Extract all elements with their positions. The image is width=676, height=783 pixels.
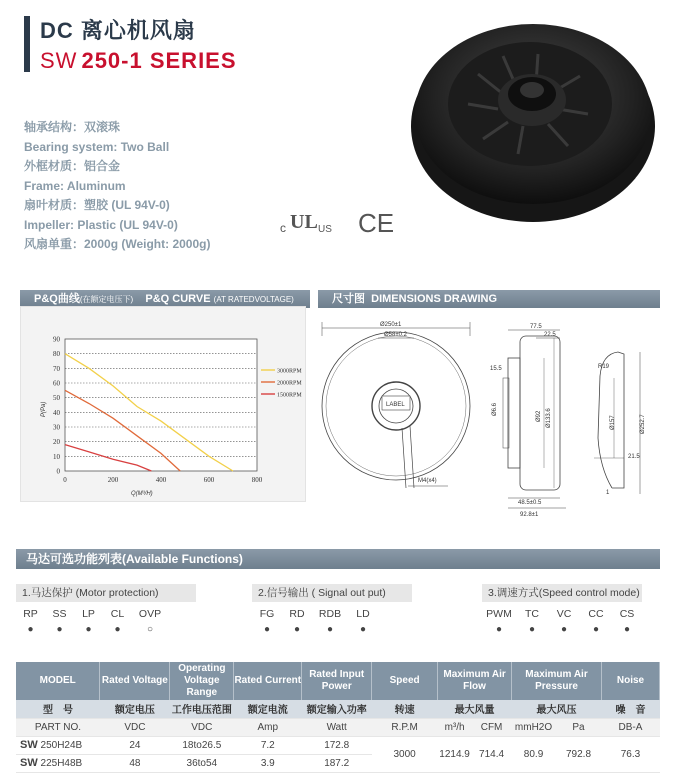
spec-table [16, 662, 660, 773]
x-tick-label: 200 [107, 476, 119, 484]
x-tick-label: 800 [251, 476, 263, 484]
table-header: Rated Input Power [302, 662, 372, 700]
function-item [74, 608, 103, 635]
function-mark: ● [293, 624, 301, 635]
dim-base-width-2: 92.8±1 [520, 512, 539, 518]
spec-list [24, 118, 210, 255]
fan-product-image [408, 14, 658, 224]
spec-line: 风扇单重：2000g (Weight: 2000g) [24, 237, 211, 251]
dim-157: Ø157 [610, 415, 616, 430]
function-item [312, 608, 348, 635]
spec-line: Impeller: Plastic (UL 94V-0) [24, 217, 178, 232]
function-label: LP [82, 608, 95, 620]
model-prefix: SW [20, 757, 38, 769]
spec-line: Frame: Aluminum [24, 178, 126, 193]
function-label: OVP [138, 608, 162, 620]
table-unit: CFM [472, 718, 512, 736]
function-item [132, 608, 168, 635]
function-item [348, 608, 378, 635]
function-mark: ● [114, 624, 121, 635]
function-label: PWM [486, 608, 512, 620]
table-cell: 3.9 [234, 754, 302, 772]
y-axis-label: P(Pa) [41, 401, 47, 417]
function-item [16, 608, 45, 635]
function-item [103, 608, 132, 635]
table-cell: 24 [100, 736, 170, 754]
table-header-cn: 额定电流 [234, 700, 302, 718]
function-label: TC [525, 608, 539, 620]
table-header: Speed [372, 662, 438, 700]
y-tick-label: 80 [53, 350, 60, 359]
x-axis-label: Q(M³/H) [131, 491, 153, 497]
table-header: Rated Current [234, 662, 302, 700]
model-number: 225H48B [40, 758, 83, 769]
function-mark: ● [528, 624, 536, 635]
table-header: Operating Voltage Range [170, 662, 234, 700]
model-prefix: SW [20, 739, 38, 751]
table-unit: Amp [234, 718, 302, 736]
table-unit: Watt [302, 718, 372, 736]
dim-outer-diameter: Ø250±1 [380, 322, 402, 328]
dim-252: Ø252.7 [640, 414, 646, 434]
function-label: RP [23, 608, 38, 620]
spec-line: 外框材质：铝合金 [24, 159, 121, 173]
table-header: MODEL [16, 662, 100, 700]
table-cell: 714.4 [472, 736, 512, 772]
table-cell: 187.2 [302, 754, 372, 772]
dim-1: 1 [606, 490, 610, 496]
function-item [282, 608, 312, 635]
table-unit: VDC [100, 718, 170, 736]
table-header-cn: 最大风量 [438, 700, 512, 718]
table-header-cn: 额定输入功率 [302, 700, 372, 718]
series-title [40, 48, 237, 74]
dimensions-drawing [318, 318, 658, 528]
table-cell: 76.3 [601, 736, 659, 772]
table-row [16, 736, 660, 754]
pq-header-cn-note: (在额定电压下) [79, 295, 134, 304]
function-mark: ● [623, 624, 631, 635]
function-label: RD [289, 608, 305, 620]
legend-label: 1500RPM [277, 392, 302, 399]
spec-line: Bearing system: Two Ball [24, 139, 170, 154]
table-cell: 3000 [372, 736, 438, 772]
function-mark: ● [592, 624, 600, 635]
table-header-cn: 型 号 [16, 700, 100, 718]
function-mark: ● [85, 624, 92, 635]
table-header: Rated Voltage [100, 662, 170, 700]
pq-chart [21, 307, 307, 503]
model-cell [16, 754, 100, 772]
function-mark: ○ [146, 624, 154, 635]
legend-label: 2000RPM [277, 380, 302, 387]
y-tick-label: 60 [53, 379, 60, 388]
title-accent-bar [24, 16, 30, 72]
functions-header: 马达可选功能列表(Available Functions) [16, 549, 660, 569]
dim-bore: Ø6.6 [492, 402, 498, 416]
table-cell: 1214.9 [438, 736, 472, 772]
table-unit: m³/h [438, 718, 472, 736]
function-group-title: 2.信号输出 ( Signal out put) [252, 584, 412, 602]
table-unit: VDC [170, 718, 234, 736]
function-item [516, 608, 548, 635]
y-tick-label: 10 [53, 452, 60, 461]
function-item [548, 608, 580, 635]
table-header-row [16, 662, 660, 700]
ul-us-mark: US [318, 224, 332, 235]
pq-header-en-note: (AT RATEDVOLTAGE) [213, 295, 294, 304]
function-label: VC [556, 608, 572, 620]
y-tick-label: 50 [53, 394, 60, 403]
motor-protection-group [16, 584, 196, 640]
function-label: FG [259, 608, 275, 620]
function-item [612, 608, 642, 635]
dim-header-cn: 尺寸图 [332, 293, 365, 305]
table-unit: PART NO. [16, 718, 100, 736]
table-cell: 172.8 [302, 736, 372, 754]
pq-chart-panel [20, 306, 306, 502]
table-cell: 80.9 [512, 736, 556, 772]
function-label: CS [619, 608, 635, 620]
y-tick-label: 70 [53, 364, 60, 373]
function-group-title: 3.调速方式(Speed control mode) [482, 584, 642, 602]
page-title: DC 离心机风扇 [40, 18, 196, 43]
function-label: CL [110, 608, 125, 620]
ce-mark: CE [358, 208, 395, 238]
speed-control-group [482, 584, 642, 640]
y-tick-label: 90 [53, 335, 60, 344]
table-header-cn: 工作电压范围 [170, 700, 234, 718]
table-unit-row [16, 718, 660, 736]
function-mark: ● [326, 624, 334, 635]
dimensions-header [318, 290, 660, 308]
function-mark: ● [560, 624, 568, 635]
table-header: Maximum Air Flow [438, 662, 512, 700]
table-cell: 792.8 [556, 736, 602, 772]
function-label: LD [356, 608, 370, 620]
table-unit: R.P.M [372, 718, 438, 736]
function-item [252, 608, 282, 635]
dim-hub: Ø133.6 [546, 408, 552, 428]
table-header-cn: 转速 [372, 700, 438, 718]
table-cell: 7.2 [234, 736, 302, 754]
y-tick-label: 0 [56, 467, 60, 476]
table-cell: 18to26.5 [170, 736, 234, 754]
function-item [45, 608, 74, 635]
pq-header-en: P&Q CURVE [145, 293, 211, 305]
y-tick-label: 20 [53, 438, 60, 447]
dim-inner-diameter: Ø58±0.2 [384, 332, 407, 338]
certification-marks [280, 204, 410, 238]
dim-screw: M4(x4) [418, 478, 437, 484]
dim-total-width: 77.5 [530, 324, 542, 330]
y-tick-label: 30 [53, 423, 60, 432]
function-item [482, 608, 516, 635]
function-mark: ● [359, 624, 367, 635]
pq-header-cn: P&Q曲线 [34, 293, 80, 305]
dim-radius: R19 [598, 364, 610, 370]
dim-top-width: 22.5 [544, 332, 556, 338]
x-tick-label: 400 [155, 476, 167, 484]
x-tick-label: 600 [203, 476, 215, 484]
function-group-title: 1.马达保护 (Motor protection) [16, 584, 196, 602]
signal-output-group [252, 584, 412, 640]
ul-c-mark: c [280, 221, 286, 235]
series-name: 250-1 SERIES [81, 48, 237, 73]
table-header-cn: 噪 音 [601, 700, 659, 718]
table-header-cn: 额定电压 [100, 700, 170, 718]
function-mark: ● [56, 624, 63, 635]
model-number: 250H24B [40, 740, 83, 751]
table-unit: mmH2O [512, 718, 556, 736]
series-prefix: SW [40, 48, 78, 73]
table-cell: 36to54 [170, 754, 234, 772]
table-header: Noise [601, 662, 659, 700]
table-unit: DB-A [601, 718, 659, 736]
function-mark: ● [495, 624, 503, 635]
dim-base-width: 48.5±0.5 [518, 500, 542, 506]
function-mark: ● [263, 624, 271, 635]
dim-left-height: 15.5 [490, 366, 502, 372]
model-cell [16, 736, 100, 754]
table-cell: 48 [100, 754, 170, 772]
plot-area [65, 339, 257, 471]
ul-logo-icon: UL [290, 211, 318, 233]
dim-header-en: DIMENSIONS DRAWING [371, 293, 498, 305]
function-label: CC [588, 608, 604, 620]
table-header-cn-row [16, 700, 660, 718]
table-unit: Pa [556, 718, 602, 736]
table-header: Maximum Air Pressure [512, 662, 602, 700]
x-tick-label: 0 [63, 476, 67, 484]
dim-21-5: 21.5 [628, 454, 640, 460]
function-item [580, 608, 612, 635]
spec-line: 轴承结构：双滚珠 [24, 120, 121, 134]
spec-line: 扇叶材质：塑胶 (UL 94V-0) [24, 198, 170, 212]
function-label: RDB [318, 608, 342, 620]
legend-label: 3000RPM [277, 368, 302, 375]
dim-92: Ø92 [536, 410, 542, 422]
drawing-label: LABEL [386, 402, 405, 408]
y-tick-label: 40 [53, 408, 60, 417]
table-header-cn: 最大风压 [512, 700, 602, 718]
function-label: SS [52, 608, 67, 620]
function-mark: ● [27, 624, 34, 635]
